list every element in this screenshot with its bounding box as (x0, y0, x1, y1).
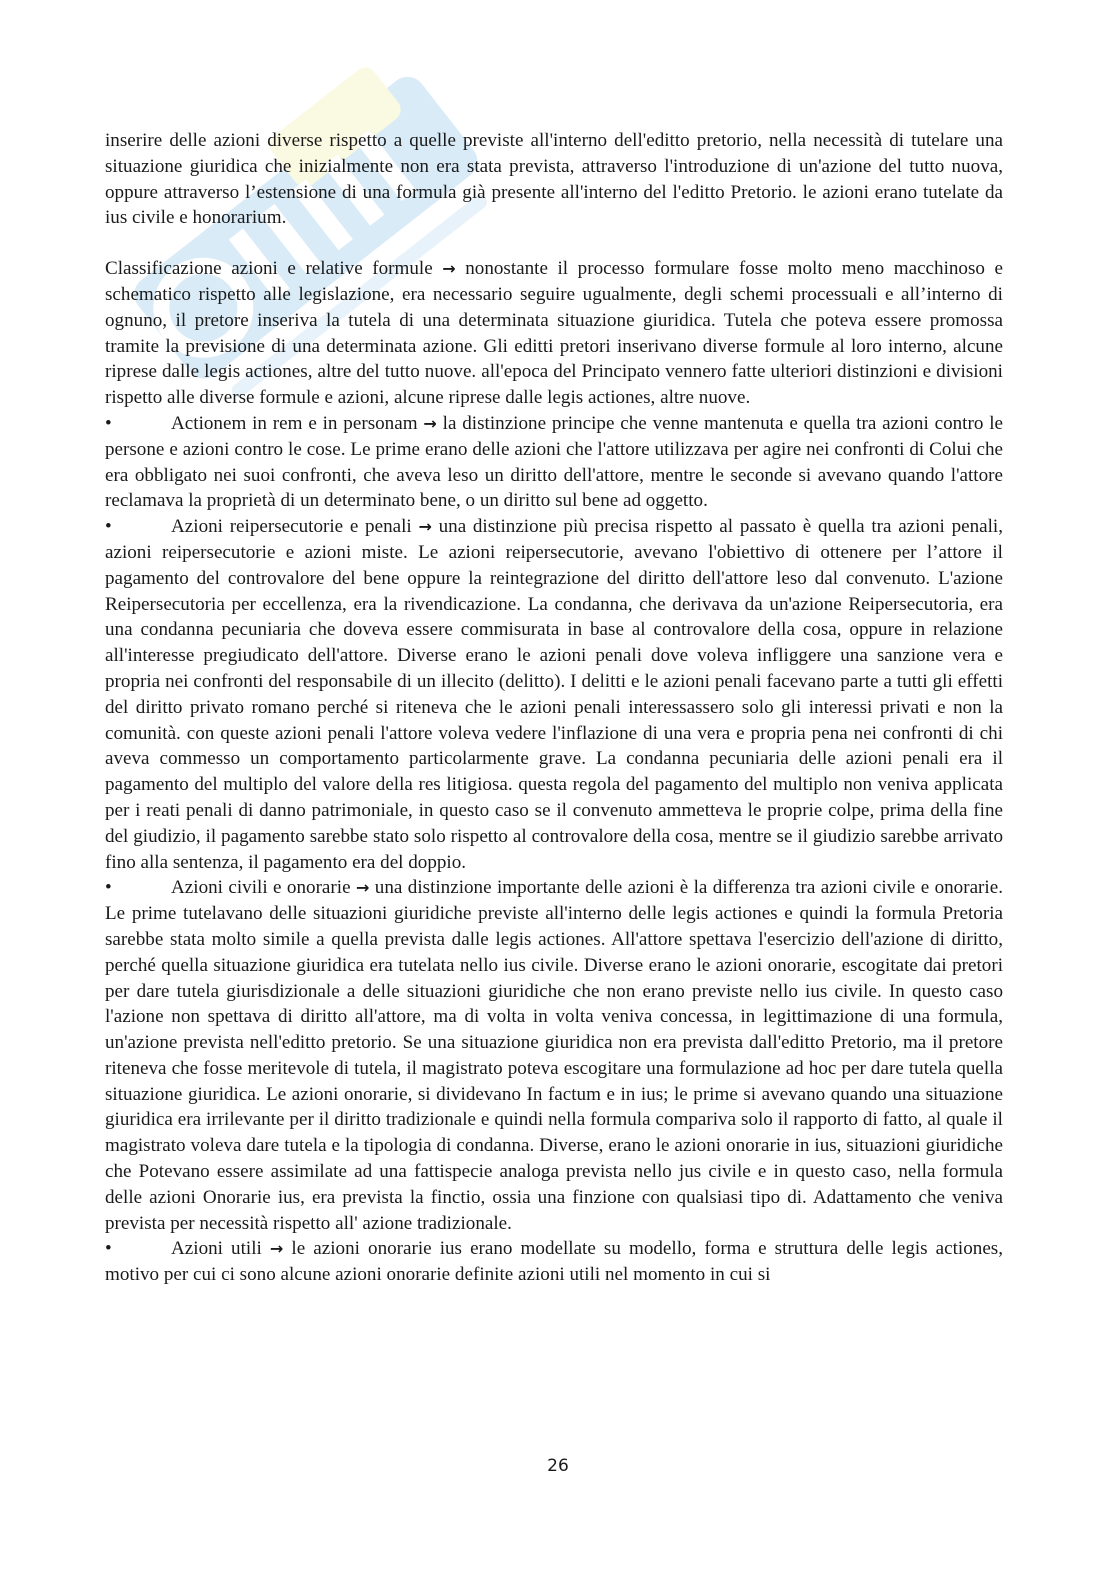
bullet-icon: • (105, 877, 112, 899)
arrow-icon: → (418, 517, 432, 537)
bullet-text: una distinzione più precisa rispetto al passato è quella tra azioni penali, azioni reipersecutorie e azioni miste. Le azioni reipersecutorie, avevano l'obiettivo di ottenere per l’attore il pagamento del controvalore del bene oppure la reintegrazione del diritto dell'attore leso dal convenuto. L'azione Reipersecutoria per eccellenza, era la rivendicazione. La condanna, che derivava da un'azione Reipersecutoria, era una condanna pecuniaria che doveva essere commisurata in base al controvalore della cosa, oppure in relazione all'interesse pregiudicato dell'attore. Diverse erano le azioni penali dove voleva infliggere una sanzione vera e propria nei confronti del responsabile di un illecito (delitto). I delitti e le azioni penali facevano parte a tutti gli effetti del diritto privato romano perché si riteneva che le azioni penali interessassero solo gli interessi privati e non la comunità. con queste azioni penali l'attore voleva vedere l'inflazione di una vera e propria pena nei confronti di chi aveva commesso un comportamento particolarmente grave. La condanna pecuniaria delle azioni penali era il pagamento del multiplo del valore della res litigiosa. questa regola del pagamento del multiplo non veniva applicata per i reati penali di danno patrimoniale, in questo caso se il convenuto ammetteva le proprie colpe, prima della fine del giudizio, il pagamento sarebbe stato solo rispetto al controvalore della cosa, mentre se il giudizio sarebbe arrivato fino alla sentenza, il pagamento era del doppio. (105, 516, 1003, 873)
arrow-icon: → (423, 413, 437, 433)
bullet-lead: Azioni civili e onorarie (171, 877, 351, 899)
arrow-icon: → (269, 1239, 284, 1259)
paragraph-lead: Classificazione azioni e relative formule (105, 258, 433, 280)
bullet-lead: Azioni reipersecutorie e penali (171, 516, 412, 538)
arrow-icon: → (442, 259, 456, 279)
paragraph-text: nonostante il processo formulare fosse molto meno macchinoso e schematico rispetto alle legislazione, era necessario seguire ugualmente, degli schemi processuali e all’interno di ognuno, il pretore inseriva la tutela di una determinata situazione giuridica. Tutela che poteva essere promossa tramite la previsione di una determinata azione. Gli editti pretori inserivano diverse formule al loro interno, alcune riprese dalle legis actiones, altre del tutto nuove. all'epoca del Principato vennero fatte ulteriori distinzioni e divisioni rispetto alle diverse formule e azioni, alcune riprese dalle legis actiones, altre nuove. (105, 258, 1003, 409)
bullet-item-azioni-utili (105, 1236, 1003, 1288)
bullet-item-reipersecutorie (105, 514, 1003, 875)
bullet-lead: Azioni utili (171, 1238, 262, 1260)
bullet-lead: Actionem in rem e in personam (171, 412, 418, 434)
bullet-icon: • (105, 412, 112, 434)
paragraph-classificazione (105, 256, 1003, 411)
bullet-item-actionem (105, 411, 1003, 514)
bullet-item-civili-onorarie (105, 875, 1003, 1236)
paragraph-intro: inserire delle azioni diverse rispetto a quelle previste all'interno dell'editto pretorio, nella necessità di tutelare una situazione giuridica che inizialmente non era stata prevista, attraverso l'introduzione di un'azione del tutto nuova, oppure attraverso l’estensione di una formula già presente all'interno del l'editto Pretorio. le azioni erano tutelate da ius civile e honorarium. (105, 130, 1003, 229)
page-number: 26 (547, 1456, 569, 1476)
bullet-icon: • (105, 1238, 112, 1260)
bullet-icon: • (105, 516, 112, 538)
bullet-text: una distinzione importante delle azioni è la differenza tra azioni civile e onorarie. Le prime tutelavano delle situazioni giuridiche previste all'interno delle legis actiones e quindi la formula Pretoria sarebbe stata molto simile a quella prevista dalle legis actiones. All'attore spettava l'esercizio dell'azione di diritto, perché quella situazione giuridica era tutelata nello ius civile. Diverse erano le azioni onorarie, escogitate dai pretori per dare tutela giurisdizionale a delle situazioni giuridiche che non erano previste nello ius civile. In questo caso l'azione non spettava di diritto all'attore, ma di volta in volta veniva concessa, in legittimazione di una formula, un'azione prevista nell'editto pretorio. Se una situazione giuridica non era prevista dall'editto Pretorio, ma il pretore riteneva che fosse meritevole di tutela, il magistrato poteva escogitare una formulazione ad hoc per dare tutela quella situazione giuridica. Le azioni onorarie, si dividevano In factum e in ius; le prime si avevano quando una situazione giuridica era irrilevante per il diritto tradizionale e quindi nella formula compariva solo il rapporto di fatto, al quale il magistrato voleva dare tutela e la tipologia di condanna. Diverse, erano le azioni onorarie in ius, situazioni giuridiche che Potevano essere assimilate ad una fattispecie analoga prevista nello jus civile e in questo caso, nella formula delle azioni Onorarie ius, era prevista la finctio, ossia una finzione con qualsiasi tipo di. Adattamento che veniva prevista per necessità rispetto all' azione tradizionale. (105, 877, 1003, 1234)
document-body (105, 128, 1003, 1288)
bullet-text: la distinzione principe che venne mantenuta e quella tra azioni contro le persone e azioni contro le cose. Le prime erano delle azioni che l'attore utilizzava per agire nei confronti di Colui che era obbligato nei suoi confronti, che aveva leso un diritto dell'attore, mentre le seconde si avevano quando l'attore reclamava la proprietà di un determinato bene, o un diritto sul bene ad oggetto. (105, 412, 1003, 512)
arrow-icon: → (355, 878, 370, 898)
bullet-text: le azioni onorarie ius erano modellate su modello, forma e struttura delle legis actiones, motivo per cui ci sono alcune azioni onorarie definite azioni utili nel momento in cui si (105, 1238, 1004, 1286)
